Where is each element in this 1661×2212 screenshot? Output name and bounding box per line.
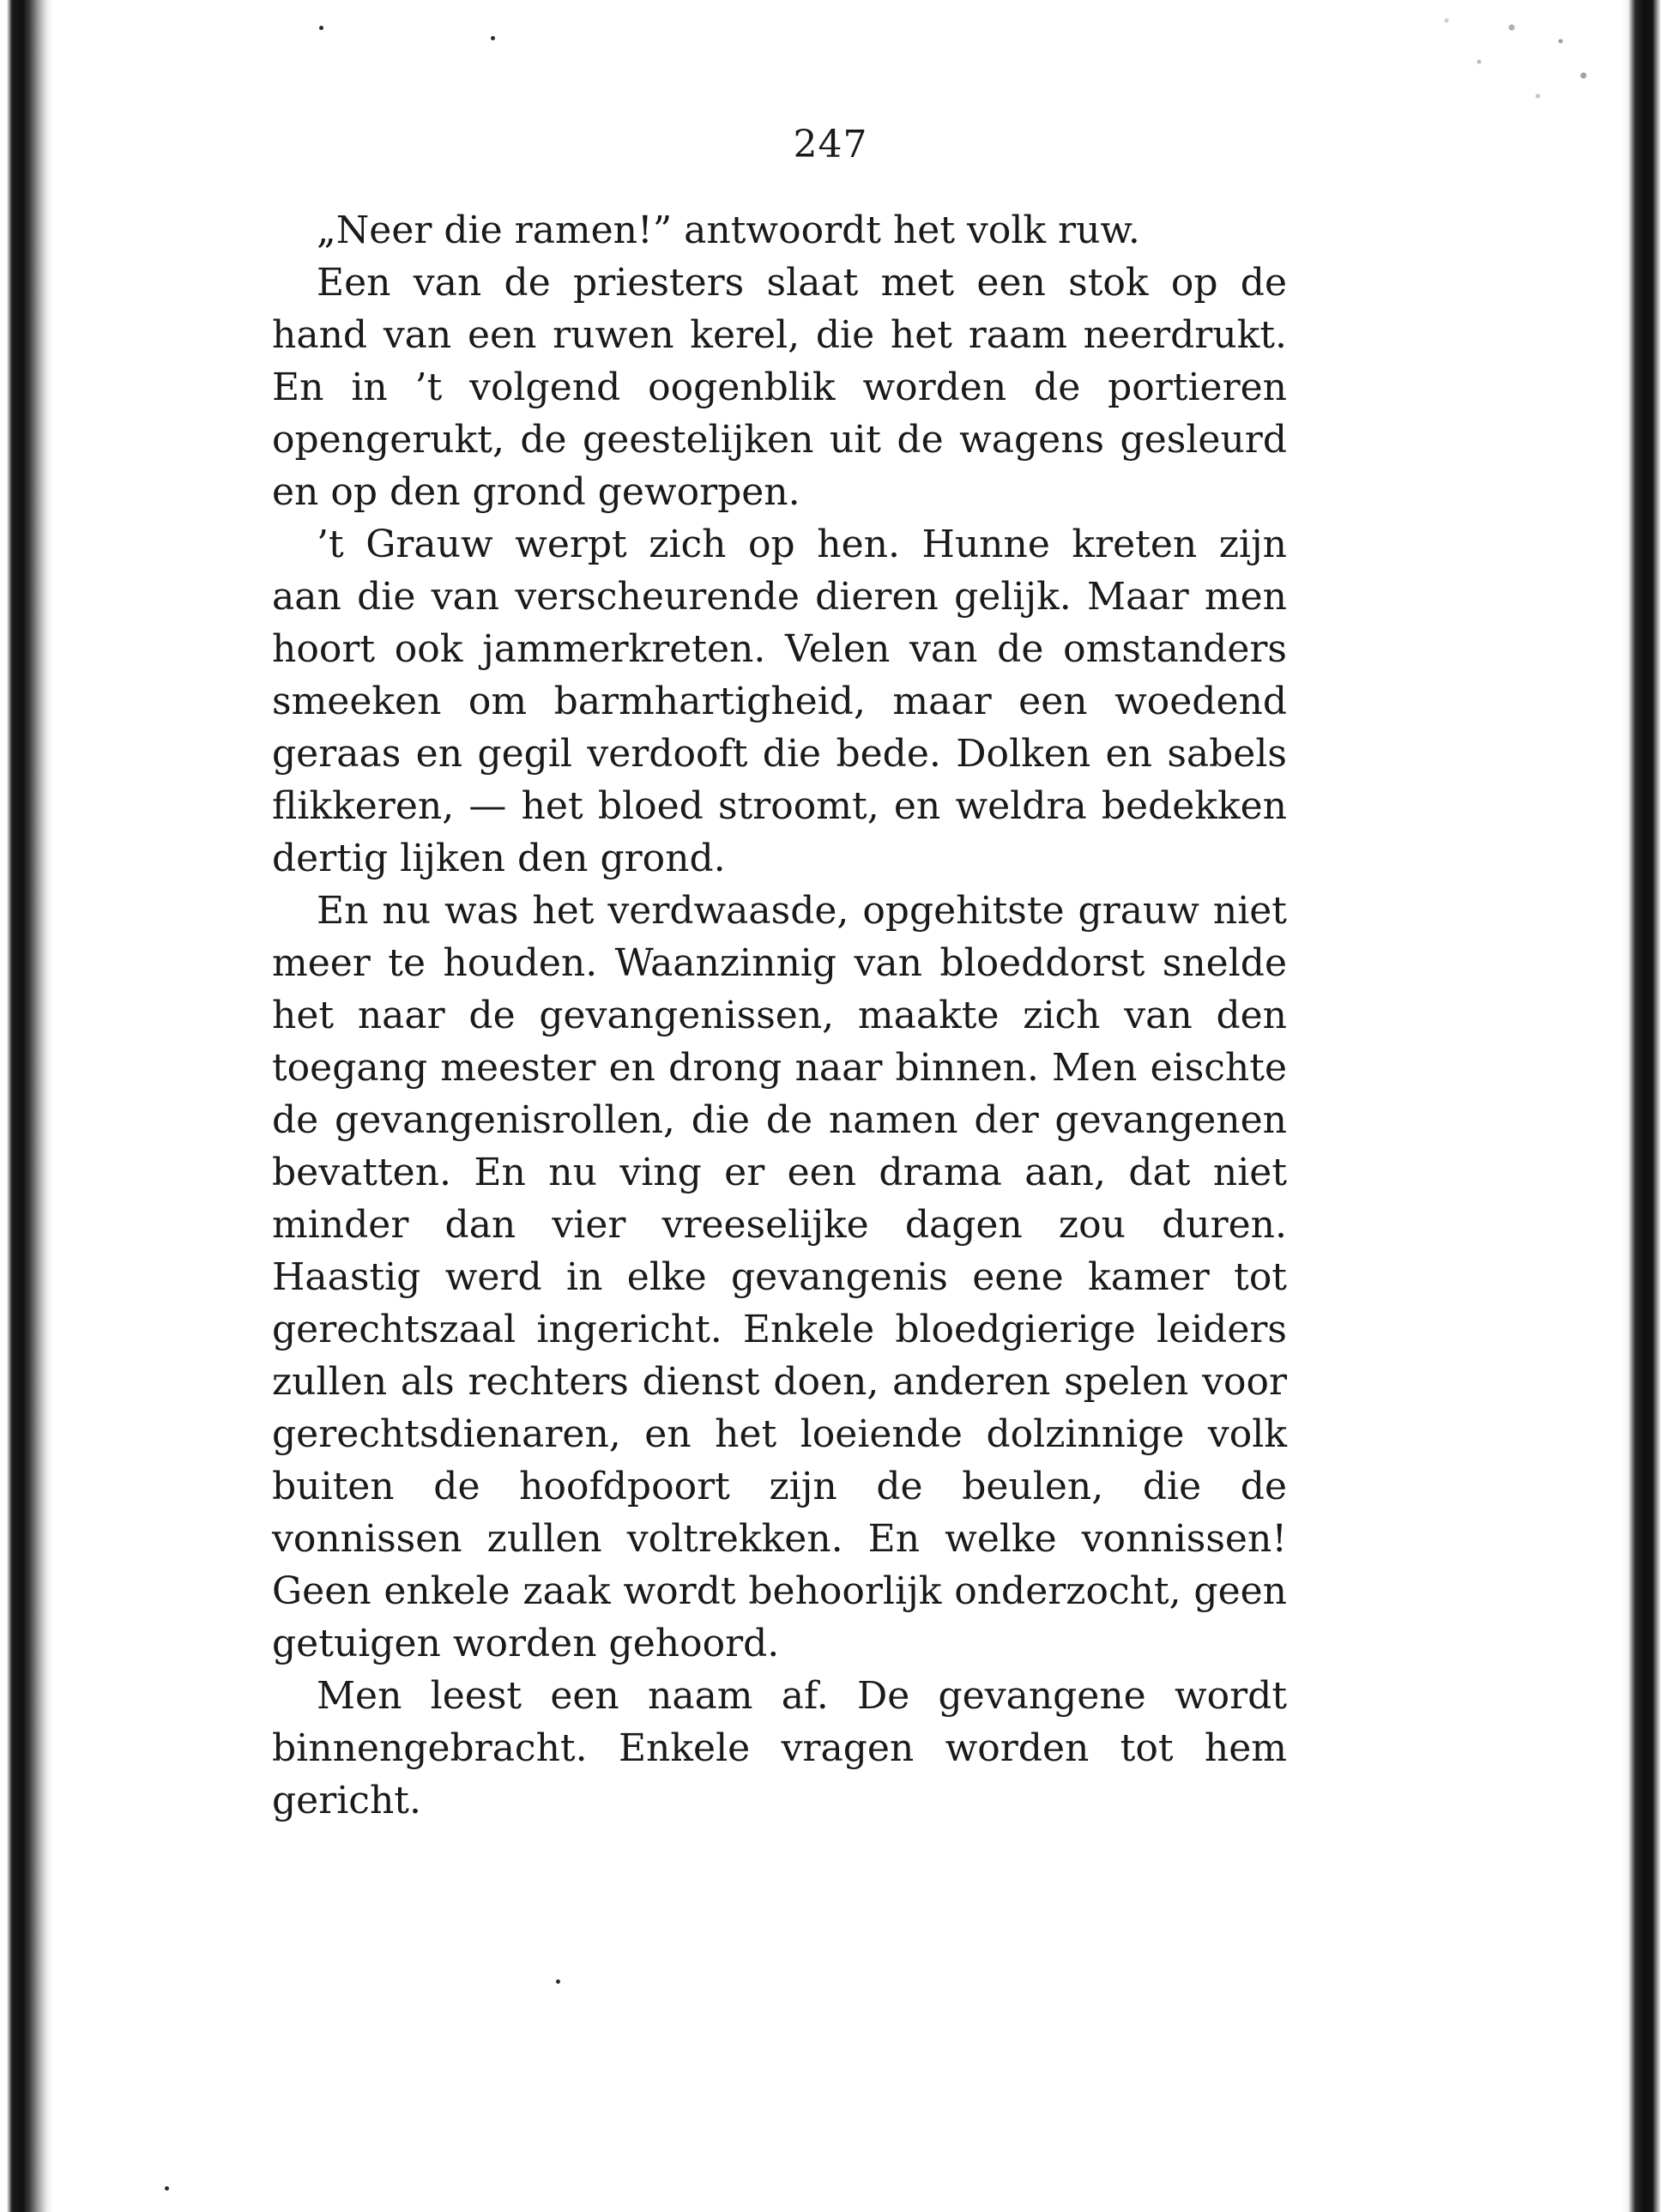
page-number: 247 [793, 123, 868, 166]
body-text [272, 204, 1287, 1827]
scan-left-edge [0, 0, 53, 2212]
scan-right-edge [1622, 0, 1661, 2212]
scan-speckle [1284, 0, 1610, 137]
scan-dot [319, 26, 323, 30]
scan-dot [556, 1979, 560, 1984]
paragraph: ’t Grauw werpt zich op hen. Hunne kreten zijn aan die van verscheurende dieren gelijk. Maar men hoort ook jammerkreten. Velen van de omstanders smeeken om barmhartigheid, maar een woedend geraas en gegil verdooft die bede. Dolken en sabels flikkeren, — het bloed stroomt, en weldra bedekken dertig lijken den grond. [272, 523, 1287, 880]
paragraph: En nu was het verdwaasde, opgehitste grauw niet meer te houden. Waanzinnig van bloeddorst snelde het naar de gevangenissen, maakte zich van den toegang meester en drong naar binnen. Men eischte de gevangenisrollen, die de namen der gevangenen bevatten. En nu ving er een drama aan, dat niet minder dan vier vreeselijke dagen zou duren. Haastig werd in elke gevangenis eene kamer tot gerechtszaal ingericht. Enkele bloedgierige leiders zullen als rechters dienst doen, anderen spelen voor gerechtsdienaren, en het loeiende dolzinnige volk buiten de hoofdpoort zijn de beulen, die de vonnissen zullen voltrekken. En welke vonnissen! Geen enkele zaak wordt behoorlijk onderzocht, geen getuigen worden gehoord. [272, 889, 1287, 1665]
scan-dot [491, 36, 495, 40]
scan-dot [165, 2186, 169, 2191]
paragraph: Men leest een naam af. De gevangene wordt binnengebracht. Enkele vragen worden tot hem gericht. [272, 1674, 1287, 1822]
paragraph: „Neer die ramen!” antwoordt het volk ruw. [317, 209, 1140, 252]
paragraph: Een van de priesters slaat met een stok op de hand van een ruwen kerel, die het raam neerdrukt. En in ’t volgend oogenblik worden de portieren opengerukt, de geestelijken uit de wagens gesleurd en op den grond geworpen. [272, 261, 1287, 514]
